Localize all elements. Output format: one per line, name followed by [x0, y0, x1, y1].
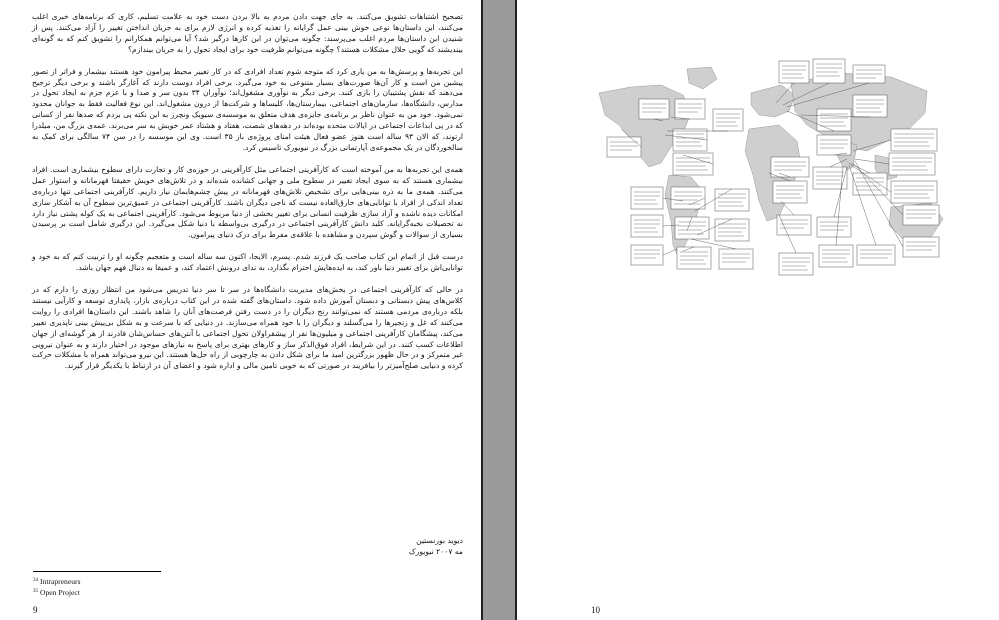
- page-number: 9: [33, 605, 38, 615]
- paragraph-1: تصحیح اشتباهات تشویق می‌کنند. به جای جهت دادن مردم به بالا بردن دست خود به علامت تسلیم، کاری که برنامه‌های خبری اغلب می‌کنند، این داستان‌ها نوعی خوش بینی عمل گرایانه را تغذیه کرده و انرژی لازم برای به جریان انداختن تغییر را آزاد می‌کنند. پس از شنیدن این داستان‌ها مردم اغلب می‌پرسند: چگونه می‌توان در این کارها درگیر شد؟ آیا می‌توانم همکارانم را تشویق کنم که به گونه‌ای بیندیشند که گویی حلال مشکلات هستند؟ چگونه می‌توانم ظرفیت خود برای ایجاد تحول را به جریان بیندازم؟: [32, 12, 463, 54]
- footnote-rule: [33, 571, 161, 572]
- callout-box: [903, 205, 939, 225]
- callout-box: [631, 215, 663, 237]
- callout-box: [779, 253, 813, 275]
- body-text: [32, 12, 463, 383]
- callout-box: [713, 109, 743, 131]
- callout-box: [813, 59, 845, 83]
- footnotes: [33, 576, 80, 598]
- gutter: [483, 0, 515, 620]
- callout-box: [817, 109, 851, 131]
- callout-box: [771, 157, 809, 177]
- signature-name: دیوید بورنستین: [416, 536, 463, 545]
- left-page: [0, 0, 481, 620]
- callout-box: [891, 181, 937, 203]
- callout-box: [673, 153, 713, 175]
- callout-box: [631, 187, 663, 209]
- callout-box: [631, 245, 663, 265]
- callout-box: [857, 245, 895, 265]
- paragraph-4: درست قبل از اتمام این کتاب صاحب یک فرزند شدم. پسرم، الایجا، اکنون سه ساله است و متعجبم چگونه او را تربیت کنم که به خود و توانایی‌اش برای تغییر دنیا باور کند، به ایده‌هایش احترام بگذارد، به ندای درونش اعتماد کند، و عمیقا به دنبال فهم جهان باشد.: [32, 252, 463, 273]
- callout-box: [819, 245, 853, 267]
- signature: [409, 535, 463, 557]
- paragraph-2: این تجربه‌ها و پرسش‌ها به من یاری کرد که متوجه شوم تعداد افرادی که در کار تغییر محیط پیرامون خود هستند بیشمار و فراتر از تصور پیشین من است و کار آن‌ها صورت‌های بسیار متنوعی به خود می‌گیرد. برخی افراد دوست دارند که آغازگر باشند و برخی دیگر ترجیح می‌دهند که نقش پشتیبان را بازی کنند. برخی دیگر به نوآوری مشغول‌اند؛ نوآوران ۳۴ بدون سر و صدا و با عزم جزم به ایجاد تحول در مدارس، دانشگاه‌ها، سازمان‌های اجتماعی، بیمارستان‌ها، کلیساها و شرکت‌ها از درون مشغول‌اند. این نوع فعالیت فقط به جوانان محدود نمی‌شود. خود من به عنوان ناظر بر برنامه‌ی جایزه‌ی هدف متعلق به موسسه‌ی سیویک ونچرز به این نکته پی بردم که صدها نفر از کسانی که در پی ابداعات اجتماعی در ایالات متحده بوده‌اند در دهه‌های شصت، هفتاد و هشتاد عمر خویش به سر می‌برند. عمه‌ی بزرگ من، میلدرا ارتوند، که الان ۹۳ ساله است هنوز عضو فعال هیئت امنای پروژه‌ی باز ۳۵ است. وی این موسسه را در سن ۷۴ سالگی برای کمک به سالخوردگان در یک مجموعه‌ی آپارتمانی بزرگ در نیویورک تاسیس کرد.: [32, 66, 464, 152]
- footnote-35: $^{35}$ Open Project: [33, 588, 80, 597]
- page-number: 10: [591, 605, 600, 615]
- callout-box: [715, 189, 749, 211]
- callout-box: [673, 129, 707, 151]
- callout-box: [607, 137, 641, 157]
- callout-box: [817, 135, 851, 155]
- callout-box: [777, 215, 811, 235]
- callout-box: [853, 95, 887, 117]
- callout-box: [817, 217, 851, 237]
- signature-date: مه ۲۰۰۷ نیویورک: [408, 547, 463, 556]
- callout-box: [903, 237, 939, 257]
- callout-box: [715, 219, 749, 241]
- paragraph-3: همه‌ی این تجربه‌ها به من آموخته است که کارآفرینی اجتماعی مثل کارآفرینی در حوزه‌ی کار و تجارت دارای سطوح بیشماری است. افراد بیشماری هستند که به سوی ایجاد تغییر در سطوح ملی و جهانی کشانده شده‌اند و در تلاش‌های خویش حقیقتا قهرمانانه و استوار عمل می‌کنند. همه‌ی ما به ذره بینی‌هایی برای تشخیص تلاش‌های قهرمانانه در پیش چشم‌هایمان نیاز داریم. کارآفرینی اجتماعی تنها درباره‌ی تعداد اندکی از افراد با توانایی‌های خارق‌العاده نیست که ناجی دیگران باشند. کارآفرینی اجتماعی در عمیق‌ترین سطوح آن به آشکار سازی امکانات دیده ناشده و آزاد سازی ظرفیت انسانی برای تغییر بخشی از دنیا مربوط می‌شود. کارآفرینی اجتماعی به یک کوله پشتی نیاز دارد نه تحصیلات نخبه‌گرایانه. کلید دانش کارآفرینی اجتماعی در درگیری بی‌واسطه با دنیا شکل می‌گیرد. این درگیری شامل است بر پرسیدن بسیاری از سوالات و گوش سپردن و مشاهده با علاقه‌ی مفرط برای درک دنیای پیرامون.: [32, 164, 463, 240]
- callout-box: [891, 129, 937, 151]
- callout-box: [719, 249, 753, 269]
- world-map-figure: [591, 55, 968, 285]
- footnote-34: $^{34}$ Intrapreneurs: [33, 577, 81, 586]
- paragraph-5: در حالی که کارآفرینی اجتماعی در بخش‌های مدیریت دانشگاه‌ها در سر تا سر دنیا تدریس می‌شود من انتظار روزی را دارم که در کلاس‌های پیش دبستانی و دبستان آموزش داده شود. داستان‌های گفته شده در این کتاب درباره‌ی بازار، پایداری توسعه و کارآیی نیستند بلکه درباره‌ی مردمی هستند که نمی‌توانند رنج دیگران را در دست رفتن فرصت‌های آنان را شاهد باشند. این داستان‌ها افرادی را روایت می‌کنند که غل و زنجیرها را می‌گسلند و دیگران را با خود همراه می‌سازند. در دنیایی که با سرعت و به شکل بی‌پیش بینی ناپذیری تغییر می‌کند، پیشگامان کارآفرینی اجتماعی و میلیون‌ها نفر از پیشقراولان تحول اجتماعی با آنتن‌های حساس‌شان قادرند از هر گوشه‌ای از جهان اطلاعات کسب کنند. در این شرایط، افراد فوق‌الذکر ساز و کارهای بهتری برای پاسخ به نیازهای موجود در اختیار دارند و به عنوان نیرویی غیر متمرکز و در حال ظهور بزرگترین امید ما برای شکل دادن به چارچوبی از راه حل‌ها هستند. این نیرو می‌تواند همراه با مشکلات حرکت کرده و دنیایی صلح‌آمیزتر را بیافریند در صورتی که به خوبی تامین مالی و اداره شود و اعضای آن در ارتباط با یکدیگر قرار گیرند.: [32, 285, 463, 371]
- callout-box: [675, 99, 705, 119]
- callout-box: [675, 217, 709, 239]
- callout-box: [779, 61, 809, 83]
- callout-box: [677, 247, 711, 269]
- callout-box: [639, 99, 669, 119]
- callout-box: [773, 181, 807, 203]
- callout-box: [889, 153, 935, 175]
- callout-box: [671, 187, 705, 209]
